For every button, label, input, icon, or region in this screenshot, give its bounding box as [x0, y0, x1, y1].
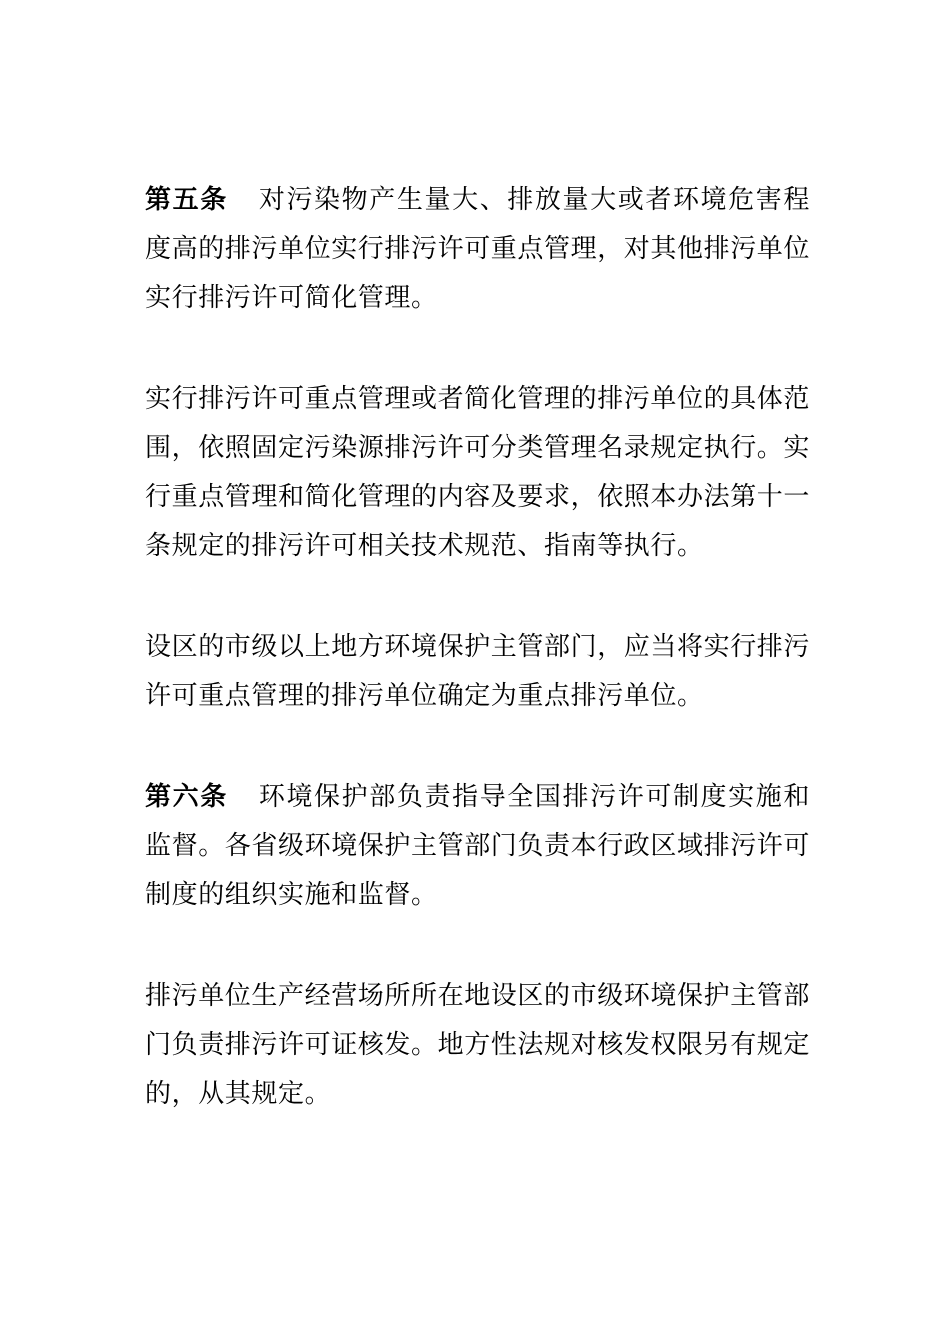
paragraph-text: 环境保护部负责指导全国排污许可制度实施和监督。各省级环境保护主管部门负责本行政区域排污许可制度的组织实施和监督。: [145, 782, 811, 910]
paragraph-text: 实行排污许可重点管理或者简化管理的排污单位的具体范围，依照固定污染源排污许可分类管理名录规定执行。实行重点管理和简化管理的内容及要求，依照本办法第十一条规定的排污许可相关技术规范、指南等执行。: [145, 384, 811, 561]
paragraph-article-6-issuance: [145, 972, 810, 1119]
article-number-label: 第五条: [145, 185, 228, 215]
paragraph-text: 排污单位生产经营场所所在地设区的市级环境保护主管部门负责排污许可证核发。地方性法规对核发权限另有规定的，从其规定。: [145, 981, 811, 1109]
paragraph-article-5-key-units: [145, 623, 810, 721]
paragraph-text: 对污染物产生量大、排放量大或者环境危害程度高的排污单位实行排污许可重点管理，对其他排污单位实行排污许可简化管理。: [145, 185, 811, 313]
paragraph-article-5-scope: [145, 375, 810, 571]
paragraph-text: 设区的市级以上地方环境保护主管部门，应当将实行排污许可重点管理的排污单位确定为重点排污单位。: [145, 632, 811, 711]
document-body: [145, 176, 810, 1171]
paragraph-article-5: [145, 176, 810, 323]
article-number-label: 第六条: [145, 782, 228, 812]
paragraph-article-6: [145, 773, 810, 920]
